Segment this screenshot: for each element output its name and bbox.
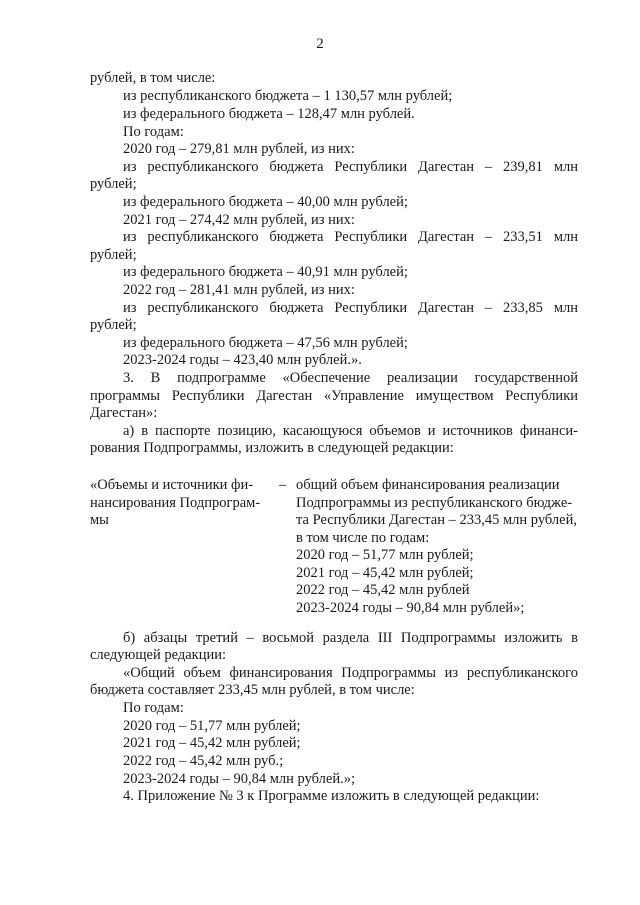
text-line: По годам: <box>123 700 184 716</box>
table-text: нансирования Подпрограм- <box>90 494 261 511</box>
text-line: рублей; <box>90 176 137 192</box>
text-line: а) в паспорте позицию, касающуюся объемов и источников финанси- <box>123 423 578 439</box>
text-line: б) абзацы третий – восьмой раздела III Подпрограммы изложить в <box>123 630 578 646</box>
text-line: из республиканского бюджета Республики Дагестан – 239,81 млн <box>123 159 578 175</box>
table-text: 2022 год – 45,42 млн рублей <box>296 582 470 598</box>
text-line: 2021 год – 274,42 млн рублей, из них: <box>123 212 355 228</box>
text-line: 4. Приложение № 3 к Программе изложить в следующей редакции: <box>123 788 540 804</box>
text-line: из федерального бюджета – 128,47 млн рублей. <box>123 106 415 122</box>
text-line: рублей; <box>90 247 137 263</box>
text-line: 2022 год – 45,42 млн руб.; <box>123 753 284 769</box>
text-line: 2022 год – 281,41 млн рублей, из них: <box>123 282 355 298</box>
text-line: рублей, в том числе: <box>90 70 216 86</box>
text-line: программы Республики Дагестан «Управление имуществом Республики <box>90 388 578 404</box>
text-line: 2023-2024 годы – 423,40 млн рублей.». <box>123 352 362 368</box>
text-line: из федерального бюджета – 40,00 млн рублей; <box>123 194 408 210</box>
table-text: общий объем финансирования реализации <box>296 477 560 493</box>
passport-left-cell <box>90 477 270 530</box>
text-line: 3. В подпрограмме «Обеспечение реализации государственной <box>123 370 578 386</box>
passport-right-cell <box>296 477 586 617</box>
text-line: 2020 год – 51,77 млн рублей; <box>123 718 301 734</box>
text-line: Дагестан»: <box>90 405 158 421</box>
text-line: 2020 год – 279,81 млн рублей, из них: <box>123 141 355 157</box>
table-text: 2020 год – 51,77 млн рублей; <box>296 547 474 563</box>
text-line: из республиканского бюджета Республики Дагестан – 233,85 млн <box>123 300 578 316</box>
table-text: 2021 год – 45,42 млн рублей; <box>296 564 474 581</box>
page-number: 2 <box>316 36 324 52</box>
table-text: 2023-2024 годы – 90,84 млн рублей»; <box>296 599 525 616</box>
text-line: 2023-2024 годы – 90,84 млн рублей.»; <box>123 771 356 787</box>
table-text: та Республики Дагестан – 233,45 млн рублей, <box>296 512 577 528</box>
text-line: рублей; <box>90 317 137 333</box>
text-line: следующей редакции: <box>90 647 227 663</box>
text-line: бюджета составляет 233,45 млн рублей, в том числе: <box>90 682 415 698</box>
table-text: Подпрограммы из республиканского бюдже- <box>296 494 573 511</box>
table-text: в том числе по годам: <box>296 529 430 546</box>
text-line: из федерального бюджета – 47,56 млн рублей; <box>123 335 408 351</box>
passport-dash: – <box>279 477 287 493</box>
table-text: мы <box>90 512 109 528</box>
table-text: «Объемы и источники фи- <box>90 477 254 493</box>
text-line: По годам: <box>123 124 184 140</box>
text-line: «Общий объем финансирования Подпрограммы из республиканского <box>123 665 578 681</box>
text-line: из федерального бюджета – 40,91 млн рублей; <box>123 264 408 280</box>
text-line: из республиканского бюджета Республики Дагестан – 233,51 млн <box>123 229 578 245</box>
text-line: рования Подпрограммы, изложить в следующей редакции: <box>90 440 454 456</box>
text-line: 2021 год – 45,42 млн рублей; <box>123 735 301 751</box>
text-line: из республиканского бюджета – 1 130,57 млн рублей; <box>123 88 453 104</box>
